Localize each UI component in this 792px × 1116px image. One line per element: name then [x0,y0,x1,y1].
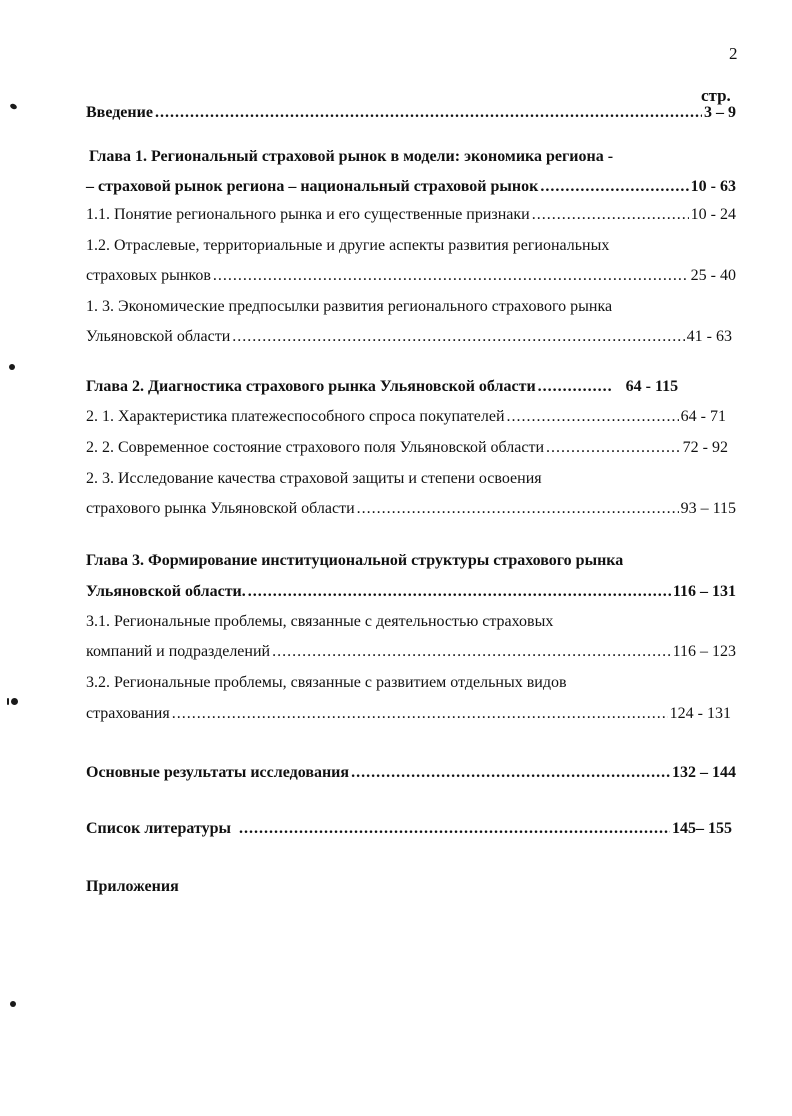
toc-title: – страховой рынок региона – национальный страховой рынок [86,178,539,195]
toc-entry-2-3[interactable] [86,500,736,518]
toc-entry-3-1[interactable] [86,643,736,661]
toc-entry-1-3[interactable] [86,328,736,346]
leader-dots [248,583,671,601]
toc-pages: 132 – 144 [672,764,736,781]
toc-pages: 72 - 92 [682,439,728,456]
toc-pages: 124 - 131 [669,705,731,722]
toc-entry-chapter-1[interactable] [86,178,736,196]
toc-title: страхования [86,705,170,722]
toc-entry-chapter-3[interactable] [86,583,736,601]
toc-entry-3-2-line1[interactable]: 3.2. Региональные проблемы, связанные с развитием отдельных видов [86,674,567,691]
page-number: 2 [729,44,738,63]
leader-dots [239,820,670,838]
chapter-1-title-line1[interactable]: Глава 1. Региональный страховой рынок в модели: экономика региона - [89,148,614,165]
toc-title: компаний и подразделений [86,643,271,660]
toc-entry-1-1[interactable] [86,206,736,224]
toc-title: Ульяновской области [86,328,231,345]
toc-pages: 116 – 131 [672,583,736,600]
leader-dots [213,267,689,285]
toc-entry-chapter-2[interactable] [86,378,736,396]
leader-dots [351,764,670,782]
toc-pages: 25 - 40 [690,267,736,284]
toc-pages: 64 - 115 [625,378,679,395]
toc-entry-appendix[interactable]: Приложения [86,878,179,895]
leader-dots [155,104,702,122]
toc-entry-2-1[interactable] [86,408,726,426]
toc-title: 2. 1. Характеристика платежеспособного спроса покупателей [86,408,505,425]
toc-pages: 41 - 63 [686,328,732,345]
toc-title: Глава 2. Диагностика страхового рынка Ульяновской области [86,378,536,395]
leader-dots [540,178,688,196]
toc-title: 2. 2. Современное состояние страхового поля Ульяновской области [86,439,545,456]
toc-entry-3-2[interactable] [86,705,731,723]
toc-entry-1-2-line1[interactable]: 1.2. Отраслевые, территориальные и другие аспекты развития региональных [86,237,610,254]
leader-dots [357,500,679,518]
leader-dots [507,408,679,426]
toc-pages: 64 - 71 [680,408,726,425]
margin-mark [10,1001,16,1007]
leader-dots [538,378,612,396]
toc-title: Основные результаты исследования [86,764,350,781]
toc-entry-1-3-line1[interactable]: 1. 3. Экономические предпосылки развития регионального страхового рынка [86,298,613,315]
toc-pages: 10 - 63 [690,178,736,195]
margin-mark [9,364,15,370]
toc-pages: 3 – 9 [704,104,736,121]
leader-dots [532,206,689,224]
toc-pages: 10 - 24 [690,206,736,223]
toc-entry-3-1-line1[interactable]: 3.1. Региональные проблемы, связанные с деятельностью страховых [86,613,554,630]
page-column-label: стр. [701,86,731,105]
margin-mark [11,698,18,705]
toc-title: страховых рынков [86,267,211,284]
chapter-3-title-line1[interactable]: Глава 3. Формирование институциональной структуры страхового рынка [86,552,624,569]
toc-entry-literature[interactable] [86,820,732,838]
leader-dots [172,705,668,723]
toc-entry-intro[interactable] [86,104,736,122]
toc-pages: 93 – 115 [680,500,736,517]
margin-mark [7,698,9,705]
leader-dots [272,643,671,661]
toc-title: Ульяновской области. [86,583,246,600]
toc-pages: 145– 155 [672,820,732,837]
toc-title: Список литературы [86,820,231,837]
margin-mark [9,103,17,110]
toc-entry-1-2[interactable] [86,267,736,285]
toc-title: Введение [86,104,153,121]
toc-pages: 116 – 123 [672,643,736,660]
leader-dots [232,328,684,346]
toc-title: страхового рынка Ульяновской области [86,500,355,517]
toc-title: 1.1. Понятие регионального рынка и его существенные признаки [86,206,530,223]
toc-entry-2-3-line1[interactable]: 2. 3. Исследование качества страховой защиты и степени освоения [86,470,542,487]
toc-entry-2-2[interactable] [86,439,728,457]
toc-entry-results[interactable] [86,764,736,782]
leader-dots [546,439,681,457]
